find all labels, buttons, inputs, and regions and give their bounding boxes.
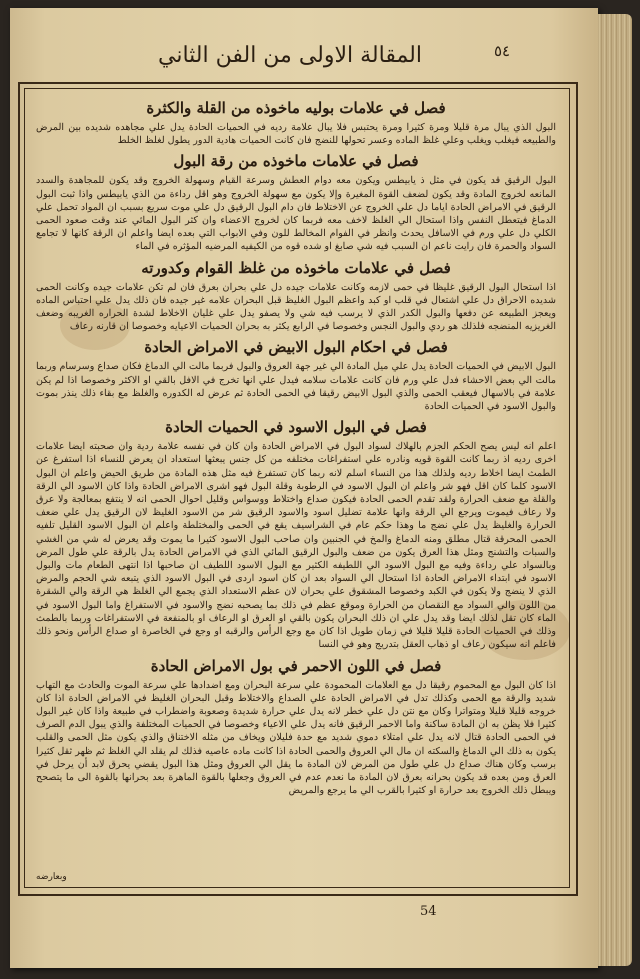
section-body: اذا كان البول مع المحموم رقيقا دل مع العلامات المحمودة علي سرعة البحران ومع اضدادها علي سرعة الموت والحادث مع التهاب شديد والرقة مع الحمى وكذلك تدل في الامراض الحادة علي الصداع والاختلاط وقبل البحران الغليظ في الامراض الحادة اذا كان خروجه قليلا قليلا ومتواترا وكان مع نتن دل علي خطر لانه يدل علي حرارة شديدة وصعوبة واضطراب في طبيعة واذا كان غير البول كثيرا فلا يظن به ان المادة ساكنة واما الاحمر الرقيق فانه يدل علي الاعياء وخصوصا في الحميات المختلفة والذي يبول الدم الصرف في الحمى الحادة قتال لانه يدل علي امتلاء دموي شديد مع حدة فليلان ويخاف من مثله الاختناق والذي يكون مثل الحمى والقلب يكون به ذلك الي الدماغ والسكته ان مال الي العروق والحمى الحادة اذا كانت ماده عاصيه فذلك لم يقلد الي الغلظ ثم ظهر ثقل كثيرا برسب وكان هناك صداع دل علي طول من المرض لان المادة ما يقل الي العروق ومثل هذا البول يقضي يحرق لابد أن يرحل في العرق ومن بعده قد يكون بحرانه بعرق لان المادة ما نعدم عدم في العروق وجعلها بالقوة الماهرة بعد بحرانها بالقوة الى ما يتصحح ويبطل ذلك الخروج بعد حرارة او كثيرا بالقرب الي ما يرجع والمريض — [36, 679, 556, 797]
section — [36, 151, 556, 253]
section-body: البول الذي يبال مرة قليلا ومرة كثيرا ومرة يحتبس فلا يبال علامة رديه في الحميات الحادة يدل علي مجاهده شديده بين المرض والطبيعه فيغلب ويغلب وعلي غلظ الماده وعسر تحولها للنضج فان كانت الحميات هادية الدور يطول لغلظ الخلط — [36, 122, 556, 147]
section-title: فصل في اللون الاحمر في بول الامراض الحادة — [150, 656, 442, 675]
section — [36, 98, 556, 147]
section-title: فصل في علامات ماخوذه من غلظ القوام وكدورته — [141, 258, 451, 277]
page-edges — [598, 14, 632, 966]
text-block — [36, 94, 556, 884]
section — [36, 656, 556, 798]
section-body: اعلم انه ليس يصح الحكم الجزم بالهلاك لسواد البول في الامراض الحادة وان كان في نفسه علامة ردية وان صحبته ايضا علامات اخرى رديه اذ ربما كانت القوة قويه ونادره علي استفراغات مختلفه من كل جنس يبعثها استعداد ان يعرض للنساء اذا استفرغ عن الطمث ايضا اخلاط رديه ولذلك هذا من النساء اسلم لانه ربما كان تستفرغ فيه مثل هذه المادة من طريق الحيض واعلم ان البول الاسود كلما كان اقل فهو شر واعلم ان البول الاسود في الرطوبة وقلة البول فهو اشرى الامراض الحادة واذا كان الاسود الي الرقة والقلة مع ضعف الحرارة ولقد تقدم الحمى الحادة فيكون صداع واختلاط ووسواس وقليل احوال الحمى انه لا ينتفع بمعالجة ولا عرق ولا رعاف فيموت ويرجع الي الرقة وانها علامة تضليل اسود والاسود الرقيق شر من الاسود الغليظ لان الرقيق يدل علي ضعف الحرارة والغليظ يدل علي نضج ما وهذا حكم عام في الشراسيف يقع في الحمى والمختلطة واعلم ان البول الاسود القليل تلفيه الحمى المحرقة قتال مطلق ومنه الدماغ والمخ في الجنبين وان صاحب البول الاسود كثيرا ما يموت وقد يعرض له شي من الغشي والسبات والتشنج ومثل هذا العرق يكون من ضعف والبول الرقيق المائي الذي في الامراض الحادة يدل بالرقة علي طول المرض وبالسواد علي رداءة وفيه مع البول الاسود الي اللطيفه الكثير مع البول الاسود اللطيف ان صاحبها اذا انتهى الطعام مات والبول الاسود في ابتداء الامراض الحادة اذا استحال الي السواد بعد ان كان اسود اردى في البول الاسود الذي يتبعه شي الحجم والمرض الذي لا ينضج ولا يكون في الكبد وخصوصا المشقوق علي بحران لان عظم الاستعداد الذي يجمع الي الغلظ هي الرقة والي الشقرة من اللون والي السواد مع النقصان من الحرارة وموقع عظم في ذلك بما يصحبه نضج والاسود في الاستفراغ واما البول الاسود في الماء كان تقل لذلك ايضا وقد يدل علي ان ذلك البحران يكون بالقي او العرق او الرعاف او بالمنفعة في الاستفراغات وربما بالطمث وذلك في الحميات الحادة قليلا قليلا في زمان طويل اذا كان مع وجع الرأس والرقبه او وجع في الخاصرة او صداع الرأس ونحو ذلك فاعلم انه سيكون رعاف او ذهاب العقل بتدريج وهو في النسا — [36, 441, 556, 651]
section — [36, 337, 556, 413]
running-head-title: المقالة الاولى من الفن الثاني — [158, 43, 422, 68]
folio-number-bottom: 54 — [420, 904, 437, 919]
section-title: فصل في احكام البول الابيض في الامراض الحادة — [144, 338, 448, 357]
section-title: فصل في علامات ماخوذه من رقة البول — [173, 152, 419, 171]
section-body: البول الرقيق قد يكون في مثل ذ يابيطس ويكون معه دوام العطش وسرعة القيام وسهولة الخروج وقد يكون للمجاهدة والسدد المانعه لخروج المادة وقد يكون لضعف القوة المغيرة وإلا يكون مع سهولة الخروج وهو اقل رداءة من الذي يابيطس واذا ثبت البول الرقيق في الامراض الحادة اياما دل علي الخروج عن الاختلاط فان دام البول الرقيق دل علي موت سريع بسبب ان المواد تحمل علي الدماغ فيتعطل النفس واذا استحال الي الغلظ لاخف معه فربما كان لخروج الاعضاء وان كثر البول المائي عند وقت صعود الحمى الكلي دل علي ورم في الاسافل يحدث وانظر في الفوام المخالط للون وفي الابواب التي بعده ايضا واعلم ان الرقة كانها لا تجامع السواد والحمرة فان رايت ناعم ان السبب فيه شي صابغ او شده قوه من الكيفيه المرضيه المؤثره في الماء — [36, 175, 556, 253]
section — [36, 258, 556, 334]
section-body: اذا استحال البول الرقيق غليظا في حمى لازمه وكانت علامات جيده دل علي بحران بعرق فان لم تكن علامات جيده وكانت الحمى شديده الاحراق دل علي اشتعال في قلب او كبد واعظم البول الغليظ قبل البحران علامه غير جيده فان ذلك يدل علي احتباس الماده ويعجز الطبيعه عن دفعها والبول الكدر الذي لا يرسب فيه شي ولا يصفو يدل علي غليان الاخلاط لشدة الحراره الغريبه وضعف الغريزيه المنضجه فلذلك هو ردي والبول النجس وخصوصا في الرابع يكثر به بحران الحميات الاعيايه وخصوصا ان قارنه رعاف — [36, 281, 556, 333]
section-title: فصل في البول الاسود في الحميات الحادة — [165, 418, 427, 437]
section-title: فصل في علامات بوليه ماخوذه من القلة والكثرة — [146, 99, 446, 117]
catchword: وبعارضه — [36, 872, 67, 882]
section — [36, 417, 556, 651]
folio-number-arabic: ٥٤ — [493, 42, 511, 60]
section-body: البول الابيض في الحميات الحادة يدل علي ميل المادة الي غير جهة العروق والبول فربما مالت الي الدماغ فكان صداع وسرسام وربما مالت الي بعض الاحشاء فدل علي ورم فان كانت علامات سلامه فيدل علي انها تخرج في الافل بالقي او الاكثر وخصوصا اذا لم يكن علامة في بالاسهال فيعقب الحمى والذي البول الابيض رقيقا في الحمى الحادة ثم عرض له الكدوره والغلظ مع بقاء ذلك ينذر بموت والبول الاسود في الحميات الحادة — [36, 361, 556, 413]
